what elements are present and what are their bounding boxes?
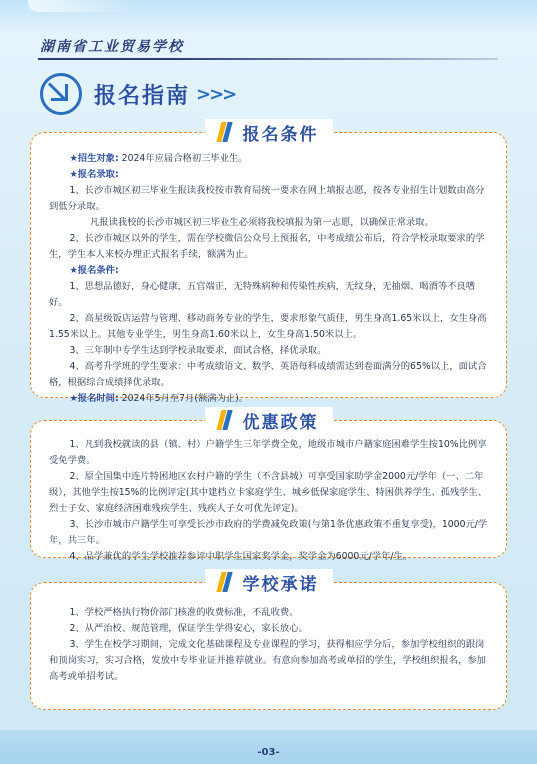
stripe-icon (219, 572, 231, 592)
registration-section (30, 124, 507, 404)
promise-tab (205, 569, 333, 595)
enroll-item-1b: 凡报读我校的长沙市城区初三毕业生必须将我校填报为第一志愿，以确保正常录取。 (89, 217, 434, 228)
policy-section (30, 412, 507, 562)
time-label: ★报名时间: (69, 393, 119, 404)
promise-item-1: 1、学校严格执行物价部门核准的收费标准，不乱收费。 (69, 607, 299, 618)
corner-decoration (28, 0, 138, 12)
guide-title: 报名指南 (94, 83, 191, 109)
guide-header (40, 72, 235, 116)
condition-item-3: 3、三年制中专学生达到学校录取要求，面试合格，择优录取。 (69, 345, 327, 356)
time-text: 2024年5月至7月(额满为止)。 (121, 393, 249, 404)
promise-item-2: 2、从严治校、规范管理，保证学生学得安心，家长放心。 (69, 623, 308, 634)
policy-item-1: 1、凡到我校就读的县（镇、村）户籍学生三年学费全免，地级市城市户籍家庭困难学生按10%比例享受免学费。 (49, 439, 487, 466)
stripe-icon (219, 122, 231, 142)
condition-item-2: 2、高星级饭店运营与管理、移动商务专业的学生，要求形象气质佳，男生身高1.65米以上，女生身高1.55米以上。其他专业学生，男生身高1.60米以上，女生身高1.50米以上。 (49, 313, 487, 340)
stripe-icon (219, 410, 231, 430)
policy-title: 优惠政策 (242, 412, 319, 433)
guide-arrows: >>> (196, 83, 236, 105)
promise-item-3: 3、学生在校学习期间，完成文化基础课程及专业课程的学习，获得相应学分后，参加学校组织的跟岗和顶岗实习，实习合格，发放中专毕业证并推荐就业。有意向参加高考或单招的学生，学校组织报名，参加高考或单招考试。 (49, 639, 486, 682)
registration-title: 报名条件 (242, 124, 319, 145)
page-number: -03- (257, 747, 280, 758)
conditions-label: ★报名条件: (69, 265, 119, 276)
promise-body (49, 605, 488, 685)
enroll-item-1: 1、长沙市城区初三毕业生报读我校按市教育局统一要求在网上填报志愿，按各专业招生计划数由高分到低分录取。 (49, 185, 485, 212)
condition-item-4: 4、高考升学班的学生要求：中考成绩语文、数学、英语每科成绩需达到卷面满分的65%以上，面试合格，根据综合成绩择优录取。 (49, 361, 487, 388)
target-label: ★招生对象: (69, 153, 119, 164)
registration-tab (205, 119, 333, 145)
target-text: 2024年应届合格初三毕业生。 (121, 153, 248, 164)
promise-title: 学校承诺 (242, 574, 319, 595)
policy-item-3: 3、长沙市城市户籍学生可享受长沙市政府的学费减免政策(与第1条优惠政策不重复享受)，1000元/学年，共三年。 (49, 519, 488, 546)
policy-body (49, 437, 488, 565)
header-divider (38, 58, 498, 60)
policy-item-2: 2、原全国集中连片特困地区农村户籍的学生（不含县城）可享受国家助学金2000元/学年（一、二年级），其他学生按15%的比例评定(其中建档立卡家庭学生、城乡低保家庭学生、特困供养学生、孤残学生、烈士子女、家庭经济困难残疾学生、残疾人子女可优先评定)。 (49, 471, 488, 514)
arrow-circle-icon (40, 73, 82, 115)
enroll-item-2: 2、长沙市城区以外的学生，需在学校微信公众号上预报名，中考成绩公布后，符合学校录取要求的学生，学生本人来校办理正式报名手续，额满为止。 (49, 233, 485, 260)
enroll-label: ★报名录取: (69, 169, 119, 180)
policy-tab (205, 407, 333, 433)
registration-body (49, 151, 488, 407)
policy-item-4: 4、品学兼优的学生学校推荐参评中职学生国家奖学金，奖学金为6000元/学年/生。 (69, 551, 413, 562)
school-name: 湖南省工业贸易学校 (40, 39, 184, 55)
condition-item-1: 1、思想品德好，身心健康，五官端正，无特殊病种和传染性疾病，无纹身，无抽烟、喝酒等不良嗜好。 (49, 281, 476, 308)
promise-section (30, 574, 507, 710)
